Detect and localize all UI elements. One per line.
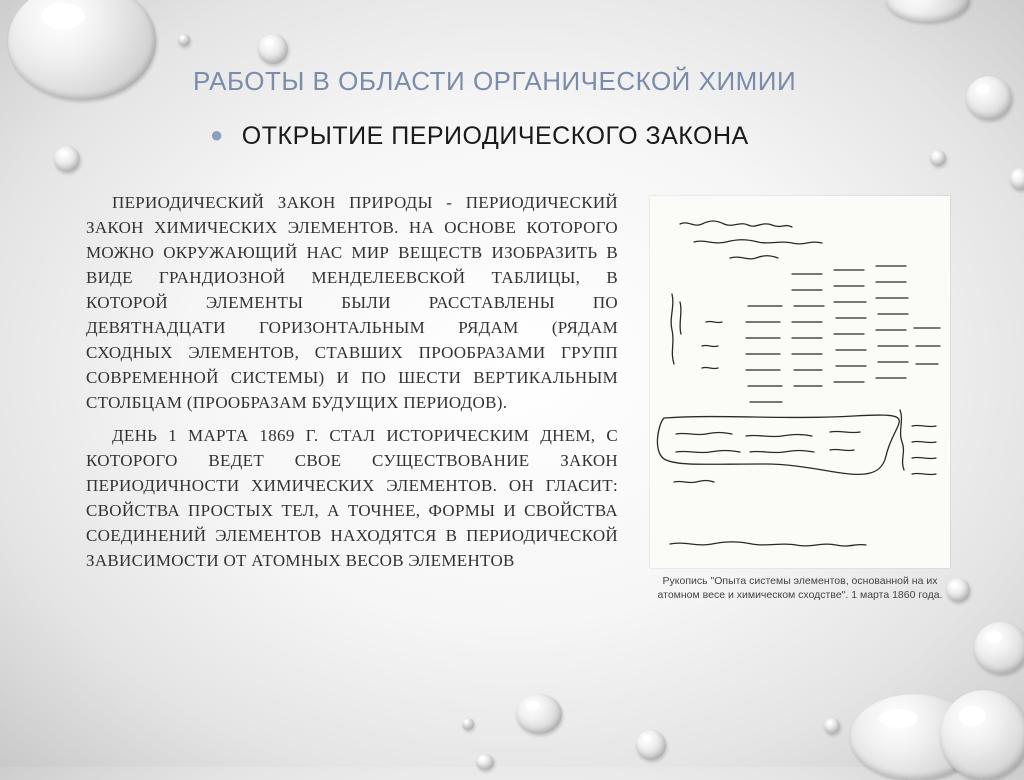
slide-title: РАБОТЫ В ОБЛАСТИ ОРГАНИЧЕСКОЙ ХИМИИ [193,66,797,96]
bullet-icon: ● [210,122,224,147]
water-droplet-icon [636,730,666,760]
water-droplet-icon [178,34,190,46]
water-droplet-icon [516,694,562,734]
water-droplet-icon [258,34,288,64]
handwritten-table-picture [650,196,950,568]
water-droplet-icon [54,146,80,172]
water-droplet-icon [1010,168,1024,190]
bullet-text: ОТКРЫТИЕ ПЕРИОДИЧЕСКОГО ЗАКОНА [241,122,749,150]
water-droplet-icon [886,0,970,22]
manuscript-image [650,196,950,568]
water-droplet-icon [462,718,474,730]
water-droplet-icon [930,150,946,166]
image-caption: Рукопись "Опыта системы элементов, основанной на их атомном весе и химическом сходстве". 1 марта 1860 года. [657,575,943,601]
water-droplet-icon [974,622,1024,674]
paragraph: ПЕРИОДИЧЕСКИЙ ЗАКОН ПРИРОДЫ - ПЕРИОДИЧЕСКИЙ ЗАКОН ХИМИЧЕСКИХ ЭЛЕМЕНТОВ. НА ОСНОВЕ КОТОРОГО МОЖНО ОКРУЖАЮЩИЙ НАС МИР ВЕЩЕСТВ ИЗОБРАЗИТЬ В ВИДЕ ГРАНДИОЗНОЙ МЕНДЕЛЕЕВСКОЙ ТАБЛИЦЫ, В КОТОРОЙ ЭЛЕМЕНТЫ БЫЛИ РАССТАВЛЕНЫ ПО ДЕВЯТНАДЦАТИ ГОРИЗОНТАЛЬНЫМ РЯДАМ (РЯДАМ СХОДНЫХ ЭЛЕМЕНТОВ, СТАВШИХ ПРООБРАЗАМИ ГРУПП СОВРЕМЕННОЙ СИСТЕМЫ) И ПО ШЕСТИ ВЕРТИКАЛЬНЫМ СТОЛБЦАМ (ПРООБРАЗАМ БУДУЩИХ ПЕРИОДОВ). [86,193,618,412]
bullet-heading [210,122,830,151]
water-droplet-icon [476,754,494,770]
water-droplet-icon [824,718,840,734]
water-droplet-icon [8,0,156,100]
water-droplet-icon [966,76,1012,120]
body-text [86,190,618,573]
paragraph: ДЕНЬ 1 МАРТА 1869 Г. СТАЛ ИСТОРИЧЕСКИМ ДНЕМ, С КОТОРОГО ВЕДЕТ СВОЕ СУЩЕСТВОВАНИЕ ЗАКОН ПЕРИОДИЧНОСТИ ХИМИЧЕСКИХ ЭЛЕМЕНТОВ. ОН ГЛАСИТ: СВОЙСТВА ПРОСТЫХ ТЕЛ, А ТОЧНЕЕ, ФОРМЫ И СВОЙСТВА СОЕДИНЕНИЙ ЭЛЕМЕНТОВ НАХОДЯТСЯ В ПЕРИОДИЧЕСКОЙ ЗАВИСИМОСТИ ОТ АТОМНЫХ ВЕСОВ ЭЛЕМЕНТОВ [86,426,618,570]
